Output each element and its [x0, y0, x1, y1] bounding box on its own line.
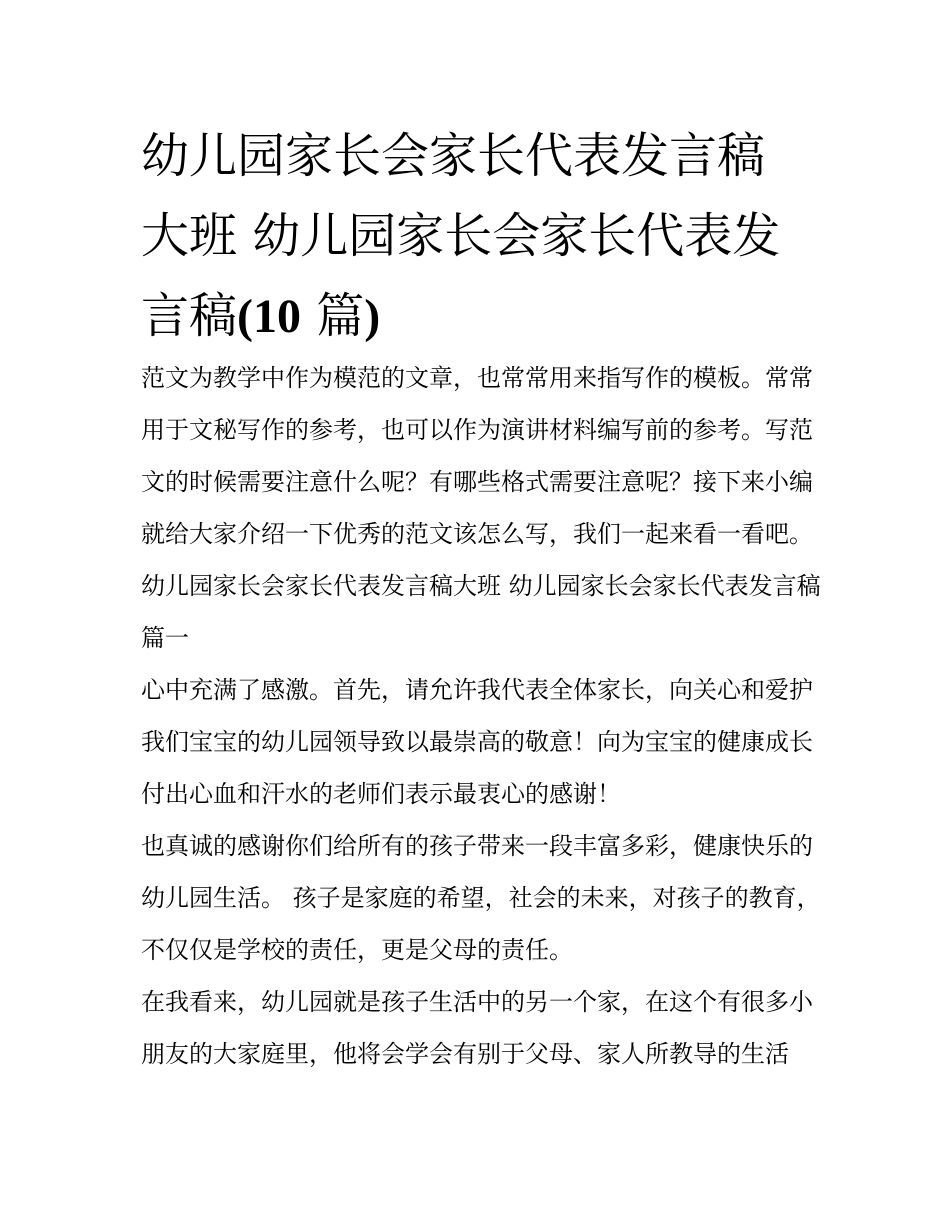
body-paragraph-1: 心中充满了感激。首先，请允许我代表全体家长，向关心和爱护我们宝宝的幼儿园领导致以最崇高的敬意！向为宝宝的健康成长付出心血和汗水的老师们表示最衷心的感谢！ — [141, 676, 813, 808]
title-line-3-prefix: 言稿 — [141, 288, 238, 344]
title-line-1: 幼儿园家长会家长代表发言稿 — [141, 128, 766, 184]
title-line-3-close: ) — [364, 290, 381, 343]
document-body — [141, 352, 821, 1080]
title-line-3-count: (10 — [237, 290, 301, 343]
section-heading: 幼儿园家长会家长代表发言稿大班 幼儿园家长会家长代表发言稿篇一 — [141, 572, 821, 652]
body-paragraph-2: 也真诚的感谢你们给所有的孩子带来一段丰富多彩，健康快乐的幼儿园生活。 孩子是家庭的希望，社会的未来，对孩子的教育，不仅仅是学校的责任，更是父母的责任。 — [141, 832, 821, 964]
document-title — [141, 116, 831, 357]
intro-paragraph: 范文为教学中作为模范的文章，也常常用来指写作的模板。常常用于文秘写作的参考，也可以作为演讲材料编写前的参考。写范文的时候需要注意什么呢？有哪些格式需要注意呢？接下来小编就给大家介绍一下优秀的范文该怎么写，我们一起来看一看吧。 — [141, 364, 813, 548]
title-line-2: 大班 幼儿园家长会家长代表发 — [141, 208, 781, 264]
body-paragraph-3: 在我看来，幼儿园就是孩子生活中的另一个家，在这个有很多小朋友的大家庭里，他将会学会有别于父母、家人所教导的生活 — [141, 988, 813, 1068]
title-line-3-unit: 篇 — [301, 288, 365, 344]
